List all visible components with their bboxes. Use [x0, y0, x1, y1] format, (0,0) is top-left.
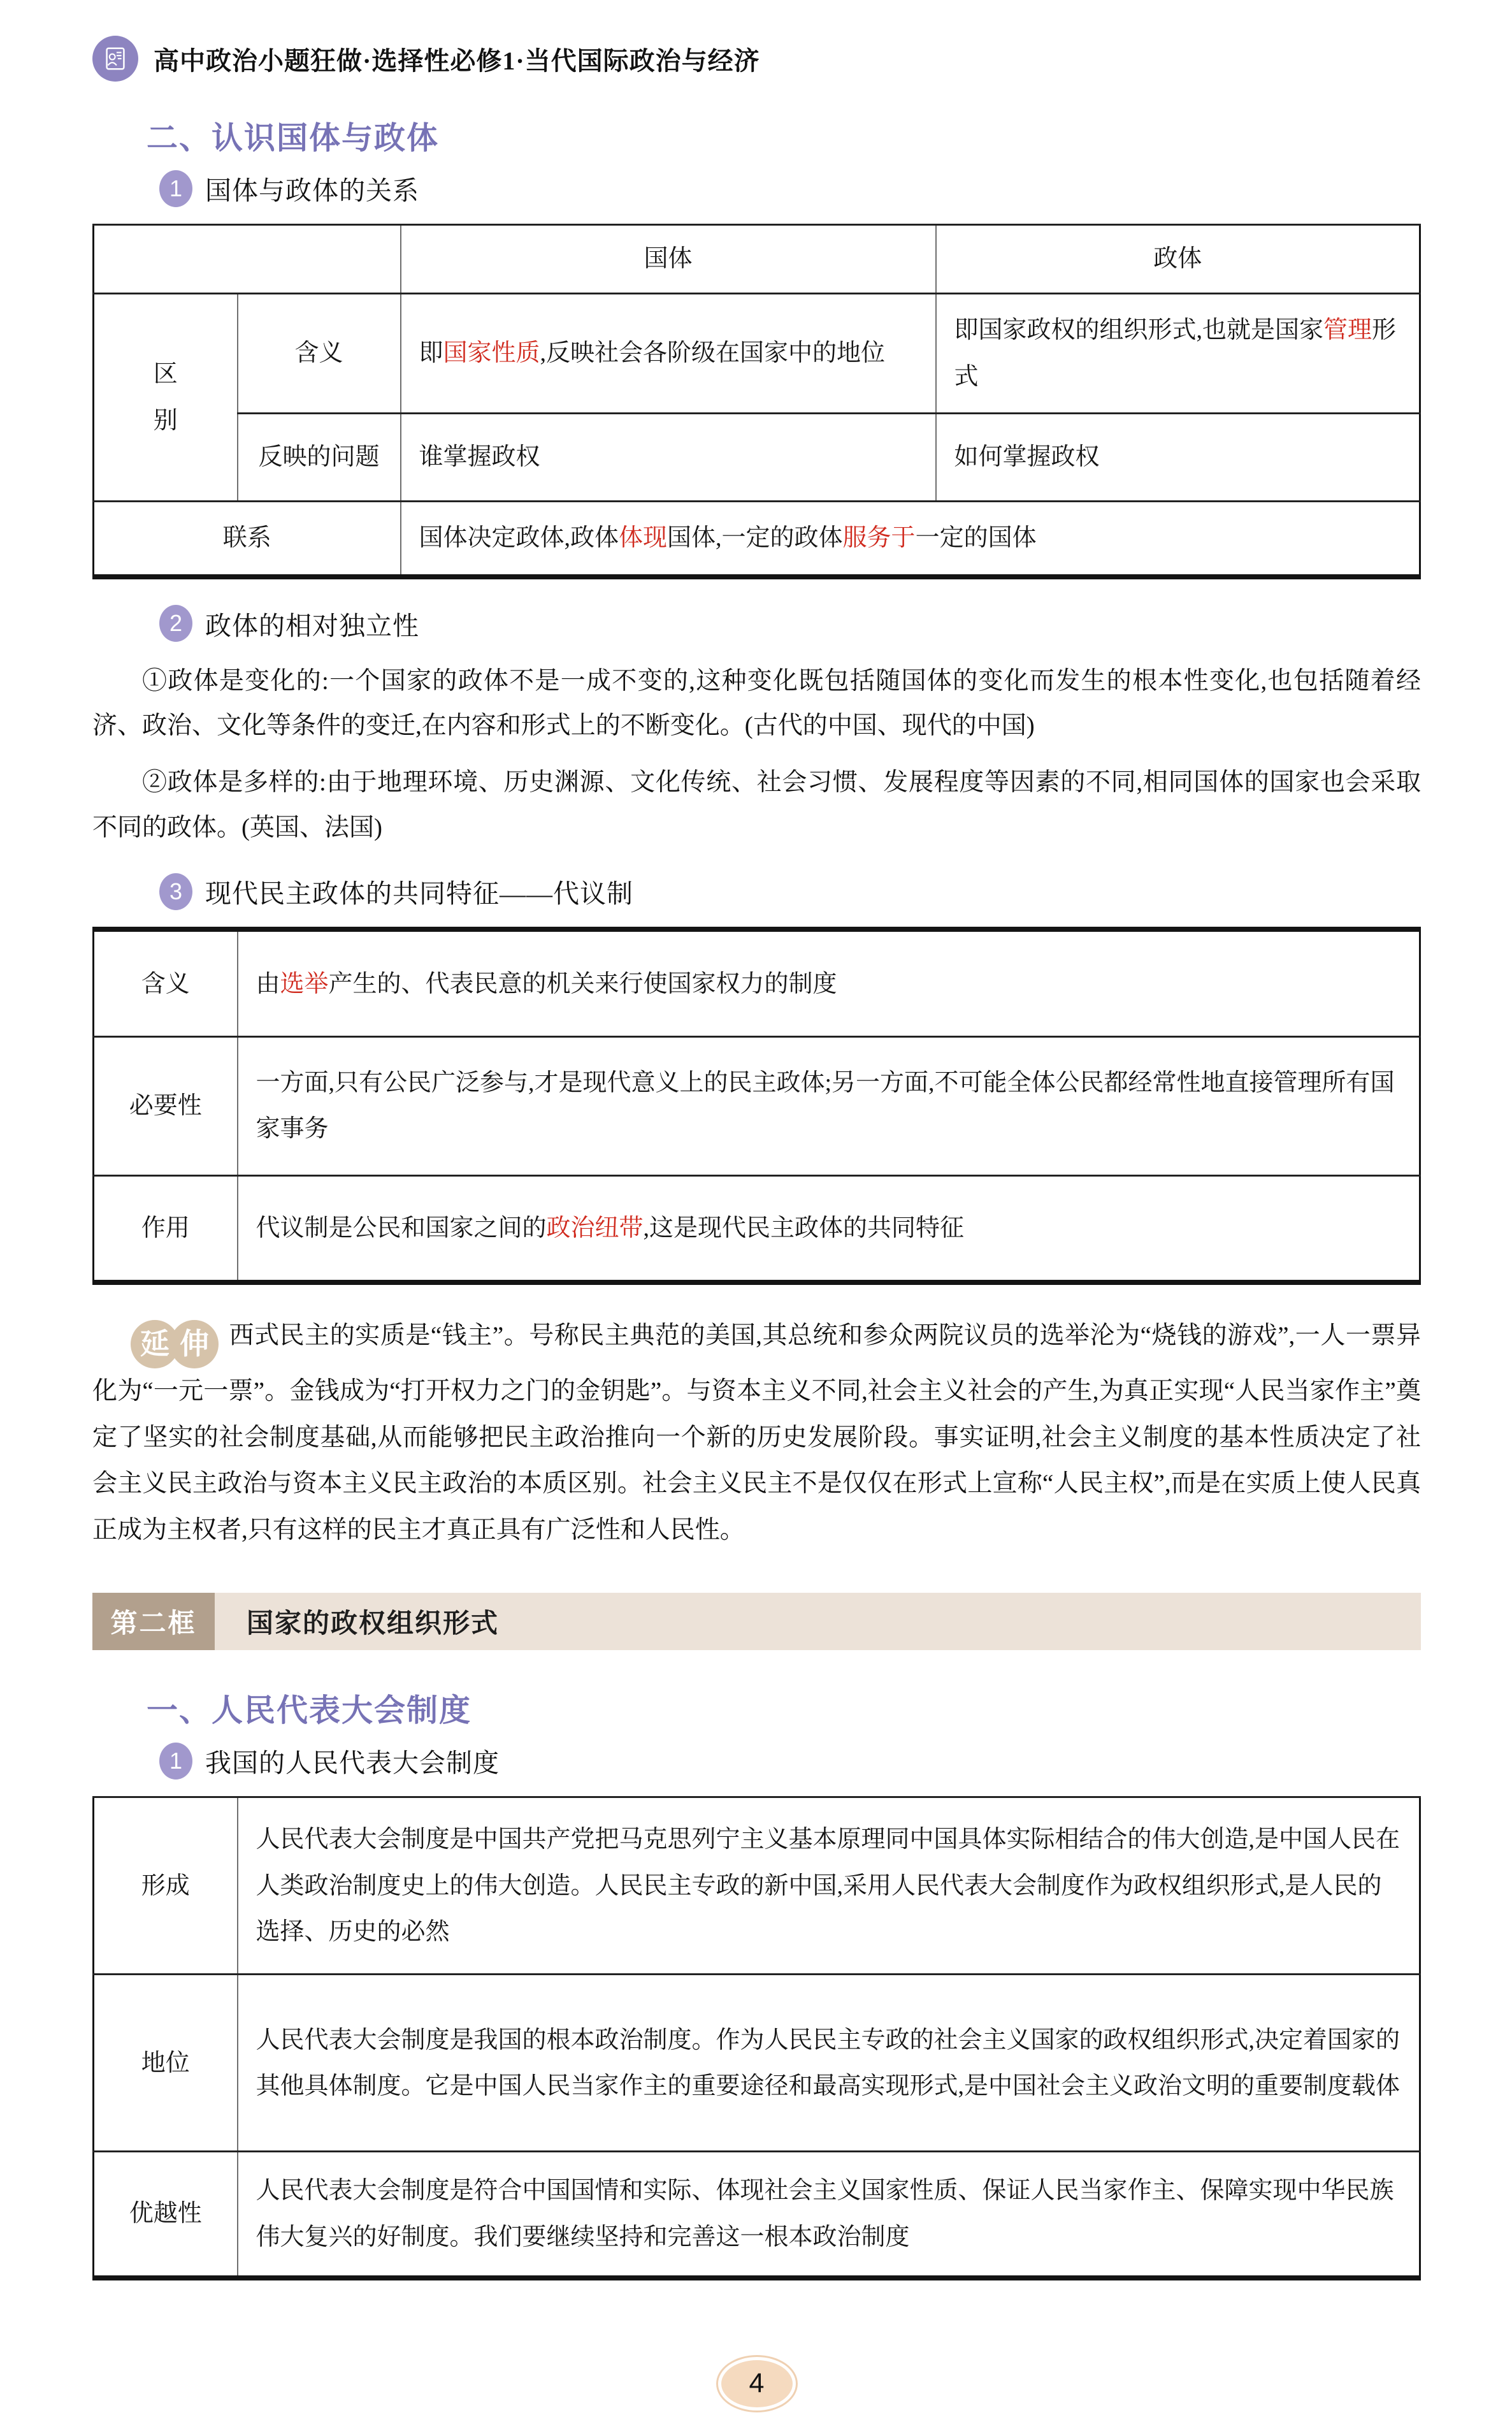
item-representative-title: 现代民主政体的共同特征——代议制 — [205, 879, 633, 909]
text-segment: 即国家政权的组织形式,也就是国家 — [954, 317, 1324, 344]
meaning-cell — [238, 929, 1420, 1036]
item-relation — [159, 170, 1421, 207]
text-segment: ,反映社会各阶级在国家中的地位 — [540, 340, 886, 367]
row-label-status: 地位 — [94, 1975, 238, 2152]
role-cell — [238, 1175, 1420, 1282]
row-label-meaning: 含义 — [94, 929, 238, 1036]
superiority-cell: 人民代表大会制度是符合中国国情和实际、体现社会主义国家性质、保证人民当家作主、保障实现中华民族伟大复兴的好制度。我们要继续坚持和完善这一根本政治制度 — [238, 2152, 1420, 2278]
number-badge-2: 2 — [159, 605, 192, 642]
text-segment: 由 — [256, 970, 280, 997]
row-label-link: 联系 — [94, 502, 401, 577]
necessity-cell: 一方面,只有公民广泛参与,才是现代意义上的民主政体;另一方面,不可能全体公民都经常性地直接管理所有国家事务 — [238, 1036, 1420, 1175]
item-independence-title: 政体的相对独立性 — [205, 611, 419, 641]
extension-badge — [131, 1320, 219, 1368]
text-segment: ,这是现代民主政体的共同特征 — [643, 1215, 965, 1242]
col-header-guoti: 国体 — [401, 225, 936, 294]
highlighted-term: 体现 — [619, 525, 668, 552]
distinction-char-2: 别 — [153, 407, 178, 434]
highlighted-term: 国家性质 — [443, 340, 540, 367]
link-cell — [401, 502, 1420, 577]
row-label-role: 作用 — [94, 1175, 238, 1282]
book-title: 高中政治小题狂做·选择性必修1·当代国际政治与经济 — [154, 46, 760, 75]
meaning-zhengti-cell — [936, 294, 1420, 414]
corner-cell — [94, 225, 401, 294]
text-segment: 即 — [419, 340, 443, 367]
item-relation-title: 国体与政体的关系 — [205, 176, 419, 205]
row-label-formation: 形成 — [94, 1797, 238, 1975]
page-number-badge: 4 — [718, 2357, 796, 2411]
text-segment: 代议制是公民和国家之间的 — [256, 1215, 547, 1242]
row-label-meaning: 含义 — [238, 294, 401, 414]
col-header-zhengti: 政体 — [936, 225, 1420, 294]
table-row — [94, 294, 1420, 414]
lesson-banner — [92, 1593, 1421, 1650]
renda-table — [92, 1796, 1421, 2280]
question-guoti-cell: 谁掌握政权 — [401, 414, 936, 502]
text-segment: 一定的国体 — [915, 525, 1037, 552]
distinction-char-1: 区 — [153, 361, 178, 388]
lesson-title: 国家的政权组织形式 — [215, 1593, 1421, 1650]
number-badge-3: 3 — [159, 873, 192, 910]
status-cell: 人民代表大会制度是我国的根本政治制度。作为人民民主专政的社会主义国家的政权组织形式,决定着国家的其他具体制度。它是中国人民当家作主的重要途径和最高实现形式,是中国社会主义政治文明的重要制度载体 — [238, 1975, 1420, 2152]
highlighted-term: 选举 — [280, 970, 329, 997]
text-segment: 形式 — [954, 317, 1397, 390]
text-segment: 国体决定政体,政体 — [419, 525, 619, 552]
item-representative — [159, 873, 1421, 910]
page-footer — [92, 2357, 1421, 2411]
meaning-guoti-cell — [401, 294, 936, 414]
highlighted-term: 服务于 — [842, 525, 916, 552]
section-heading-renda: 一、人民代表大会制度 — [147, 1693, 472, 1729]
table-row — [94, 1975, 1420, 2152]
table-row — [94, 929, 1420, 1036]
daiyizhi-table — [92, 927, 1421, 1285]
item-independence — [159, 605, 1421, 642]
number-badge-1b: 1 — [159, 1743, 192, 1780]
table-row — [94, 414, 1420, 502]
table-row — [94, 1797, 1420, 1975]
row-label-superiority: 优越性 — [94, 2152, 238, 2278]
lesson-number-tag: 第二框 — [92, 1593, 215, 1650]
brand-logo-icon — [92, 36, 138, 82]
paragraph-politics-variety: ②政体是多样的:由于地理环境、历史渊源、文化传统、社会习惯、发展程度等因素的不同,相同国体的国家也会采取不同的政体。(英国、法国) — [92, 769, 1421, 842]
highlighted-term: 政治纽带 — [546, 1215, 644, 1242]
text-segment: 产生的、代表民意的机关来行使国家权力的制度 — [328, 970, 837, 997]
table-row — [94, 1036, 1420, 1175]
table-row — [94, 225, 1420, 294]
question-zhengti-cell: 如何掌握政权 — [936, 414, 1420, 502]
item-renda-title: 我国的人民代表大会制度 — [205, 1748, 500, 1778]
text-segment: 国体,一定的政体 — [667, 525, 843, 552]
formation-cell: 人民代表大会制度是中国共产党把马克思列宁主义基本原理同中国具体实际相结合的伟大创造,是中国人民在人类政治制度史上的伟大创造。人民民主专政的新中国,采用人民代表大会制度作为政权组织形式,是人民的选择、历史的必然 — [238, 1797, 1420, 1975]
table-row — [94, 502, 1420, 577]
paragraph-politics-change: ①政体是变化的:一个国家的政体不是一成不变的,这种变化既包括随国体的变化而发生的根本性变化,也包括随着经济、政治、文化等条件的变迁,在内容和形式上的不断变化。(古代的中国、现代的中国) — [92, 667, 1421, 740]
extension-block — [92, 1313, 1421, 1553]
row-label-necessity: 必要性 — [94, 1036, 238, 1175]
guoti-zhengti-table — [92, 224, 1421, 579]
table-row — [94, 1175, 1420, 1282]
highlighted-term: 管理 — [1323, 317, 1372, 344]
document-person-icon — [101, 44, 130, 73]
page-header — [92, 33, 1421, 84]
section-heading-guoti-zhengti: 二、认识国体与政体 — [147, 121, 440, 156]
row-label-question: 反映的问题 — [238, 414, 401, 502]
number-badge-1: 1 — [159, 170, 192, 207]
table-row — [94, 2152, 1420, 2278]
extension-text: 西式民主的实质是“钱主”。号称民主典范的美国,其总统和参众两院议员的选举沦为“烧钱的游戏”,一人一票异化为“一元一票”。金钱成为“打开权力之门的金钥匙”。与资本主义不同,社会主义社会的产生,为真正实现“人民当家作主”奠定了坚实的社会制度基础,从而能够把民主政治推向一个新的历史发展阶段。事实证明,社会主义制度的基本性质决定了社会主义民主政治与资本主义民主政治的本质区别。社会主义民主不是仅仅在形式上宣称“人民主权”,而是在实质上使人民真正成为主权者,只有这样的民主才真正具有广泛性和人民性。 — [92, 1322, 1421, 1544]
extension-badge-char-2: 伸 — [170, 1320, 219, 1368]
item-renda — [159, 1742, 1421, 1780]
row-label-distinction — [94, 294, 238, 502]
extension-badge-char-1: 延 — [131, 1320, 179, 1368]
